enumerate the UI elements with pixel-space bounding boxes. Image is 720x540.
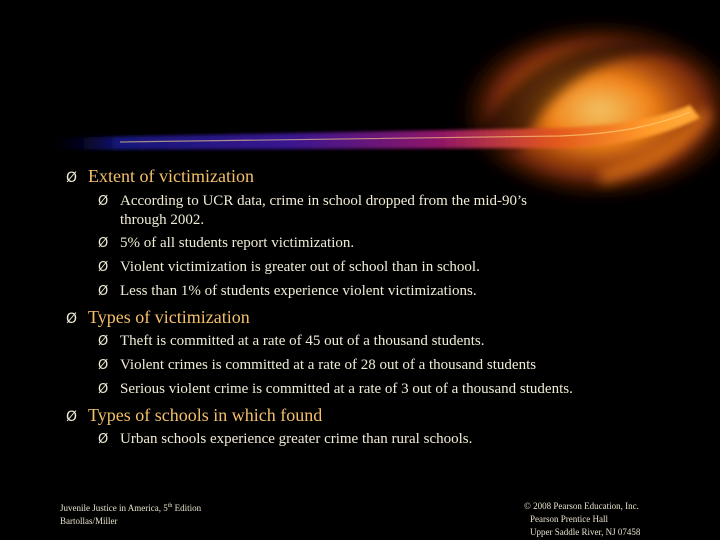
bullet-text: Extent of victimization [88, 166, 254, 186]
arrow-bullet-icon: Ø [98, 382, 109, 397]
sub-bullet-text: According to UCR data, crime in school dropped from the mid-90’s [120, 193, 527, 209]
footer-copyright: © 2008 Pearson Education, Inc. [524, 501, 639, 511]
sub-bullet [98, 431, 472, 448]
footer-right [524, 500, 640, 539]
arrow-bullet-icon: Ø [66, 170, 78, 186]
sub-bullet [98, 283, 477, 300]
footer-publisher: Pearson Prentice Hall [530, 514, 608, 524]
bullet-types-of-schools [66, 405, 322, 426]
sub-bullet-text: Urban schools experience greater crime than rural schools. [120, 431, 473, 447]
sub-bullet [98, 193, 527, 210]
sub-bullet [98, 333, 485, 350]
sub-bullet [98, 357, 536, 374]
arrow-bullet-icon: Ø [98, 236, 109, 251]
bullet-extent-of-victimization [66, 166, 254, 187]
arrow-bullet-icon: Ø [98, 334, 109, 349]
footer-left [60, 500, 201, 528]
sub-bullet [98, 381, 573, 398]
sub-bullet-text: Less than 1% of students experience violent victimizations. [120, 283, 477, 299]
arrow-bullet-icon: Ø [98, 194, 109, 209]
sub-bullet-text: 5% of all students report victimization. [120, 235, 355, 251]
bullet-text: Types of victimization [88, 307, 250, 327]
bullet-text: Types of schools in which found [88, 405, 323, 425]
footer-address: Upper Saddle River, NJ 07458 [530, 527, 641, 537]
arrow-bullet-icon: Ø [98, 260, 109, 275]
arrow-bullet-icon: Ø [98, 432, 109, 447]
arrow-bullet-icon: Ø [98, 358, 109, 373]
sub-bullet-text: Violent crimes is committed at a rate of 28 out of a thousand students [120, 357, 537, 373]
sub-bullet-text: Theft is committed at a rate of 45 out of a thousand students. [120, 333, 485, 349]
sub-bullet-text: Violent victimization is greater out of school than in school. [120, 259, 480, 275]
sub-bullet [98, 235, 354, 252]
arrow-bullet-icon: Ø [66, 409, 78, 425]
arrow-bullet-icon: Ø [98, 284, 109, 299]
sub-bullet-continuation: through 2002. [120, 212, 205, 228]
footer-book-title: Juvenile Justice in America, 5th Edition [60, 503, 202, 513]
bullet-types-of-victimization [66, 307, 250, 328]
arrow-bullet-icon: Ø [66, 311, 78, 327]
sub-bullet-text: Serious violent crime is committed at a rate of 3 out of a thousand students. [120, 381, 573, 397]
sub-bullet [98, 259, 480, 276]
footer-authors: Bartollas/Miller [60, 516, 118, 526]
